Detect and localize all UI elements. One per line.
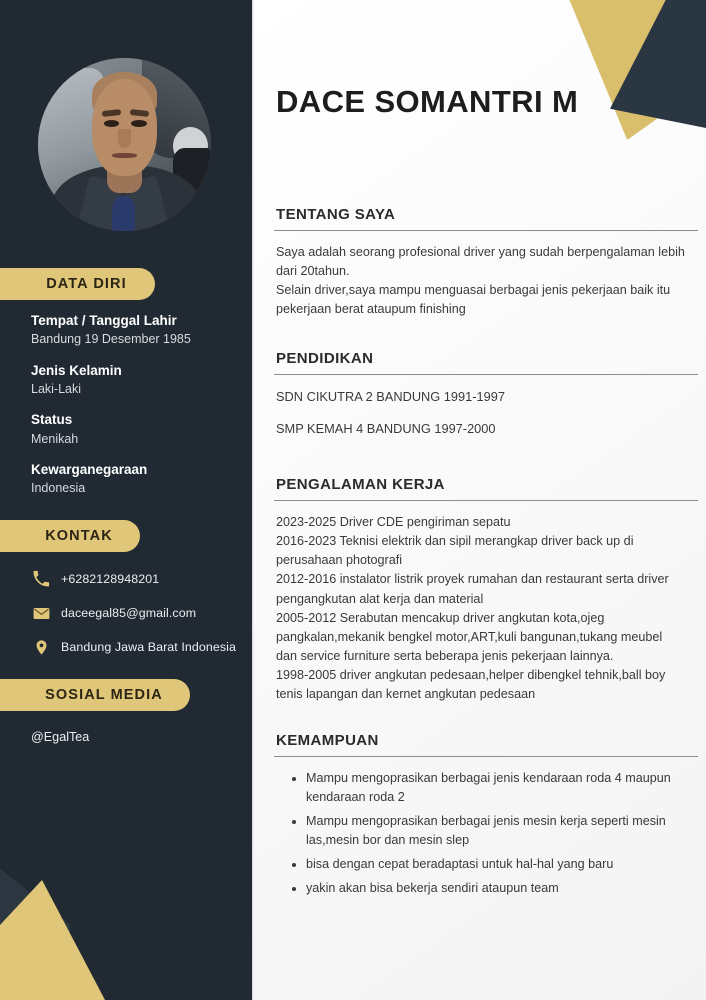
section-experience bbox=[276, 476, 686, 704]
avatar bbox=[38, 58, 211, 231]
data-diri-list bbox=[31, 312, 231, 511]
data-diri-label: Status bbox=[31, 412, 73, 428]
section-badge-sosial-media-label: SOSIAL MEDIA bbox=[45, 687, 163, 703]
section-skills bbox=[276, 732, 686, 897]
section-education bbox=[276, 350, 686, 438]
data-diri-item bbox=[31, 411, 231, 448]
section-experience-body bbox=[276, 501, 686, 704]
section-badge-kontak bbox=[0, 520, 140, 552]
page-title: DACE SOMANTRI M bbox=[276, 84, 579, 119]
data-diri-item bbox=[31, 461, 231, 498]
section-experience-title: PENGALAMAN KERJA bbox=[276, 475, 445, 493]
section-badge-data-diri-label: DATA DIRI bbox=[46, 276, 127, 292]
kontak-row-phone[interactable] bbox=[30, 562, 252, 596]
section-skills-body bbox=[276, 757, 686, 897]
data-diri-label: Jenis Kelamin bbox=[31, 362, 122, 378]
section-about-body bbox=[276, 231, 686, 320]
skill-item: • Mampu mengoprasikan berbagai jenis kendaraan roda 4 maupun kendaraan roda 2 bbox=[306, 769, 686, 807]
data-diri-label: Kewarganegaraan bbox=[31, 462, 148, 478]
section-skills-title: KEMAMPUAN bbox=[276, 732, 379, 750]
sidebar bbox=[0, 0, 252, 1000]
data-diri-item bbox=[31, 312, 231, 349]
kontak-phone-text: +6282128948201 bbox=[61, 572, 160, 586]
section-badge-kontak-label: KONTAK bbox=[45, 528, 113, 544]
education-item: SDN CIKUTRA 2 BANDUNG 1991-1997 bbox=[276, 388, 506, 404]
data-diri-item bbox=[31, 362, 231, 399]
kontak-row-address[interactable] bbox=[30, 630, 252, 664]
about-paragraph: Selain driver,saya mampu menguasai berbagai jenis pekerjaan baik itu pekerjaan berat ataupum finishing bbox=[276, 283, 671, 317]
skill-item: • yakin akan bisa bekerja sendiri ataupun team bbox=[306, 879, 686, 898]
section-badge-data-diri bbox=[0, 268, 155, 300]
education-item: SMP KEMAH 4 BANDUNG 1997-2000 bbox=[276, 420, 496, 436]
envelope-icon bbox=[30, 602, 52, 624]
data-diri-value: Menikah bbox=[31, 431, 79, 446]
avatar-photo bbox=[38, 58, 211, 231]
kontak-list bbox=[30, 562, 252, 664]
skill-item: • Mampu mengoprasikan berbagai jenis mesin kerja seperti mesin las,mesin bor dan mesin slep bbox=[306, 812, 686, 850]
sosial-media-handle[interactable]: @EgalTea bbox=[31, 730, 90, 744]
location-pin-icon bbox=[30, 636, 52, 658]
phone-icon bbox=[30, 568, 52, 590]
experience-item: 1998-2005 driver angkutan pedesaan,helper dibengkel tehnik,ball boy tenis lapangan dan kernet angkutan pedesaan bbox=[276, 668, 666, 702]
data-diri-value: Bandung 19 Desember 1985 bbox=[31, 332, 191, 347]
main-content bbox=[252, 0, 706, 1000]
section-education-title: PENDIDIKAN bbox=[276, 349, 374, 367]
section-about-title: TENTANG SAYA bbox=[276, 206, 396, 223]
skills-list bbox=[276, 769, 686, 897]
experience-item: 2023-2025 Driver CDE pengiriman sepatu bbox=[276, 514, 511, 529]
data-diri-value: Indonesia bbox=[31, 481, 86, 496]
experience-item: 2016-2023 Teknisi elektrik dan sipil merangkap driver back up di perusahaan photografi bbox=[276, 534, 634, 568]
kontak-row-email[interactable] bbox=[30, 596, 252, 630]
about-paragraph: Saya adalah seorang profesional driver yang sudah berpengalaman lebih dari 20tahun. bbox=[276, 245, 685, 279]
content-left-edge bbox=[252, 0, 254, 1000]
experience-item: 2012-2016 instalator listrik proyek rumahan dan restaurant serta driver pengangkutan alat kerja dan material bbox=[276, 572, 669, 606]
sections-container bbox=[276, 206, 686, 903]
skill-item: • bisa dengan cepat beradaptasi untuk hal-hal yang baru bbox=[306, 855, 686, 874]
section-education-body bbox=[276, 375, 686, 438]
data-diri-label: Tempat / Tanggal Lahir bbox=[31, 313, 177, 328]
section-about bbox=[276, 206, 686, 320]
experience-item: 2005-2012 Serabutan mencakup driver angkutan kota,ojeg pangkalan,mekanik bengkel motor,ART,kuli bangunan,tukang meubel dan service furniture serta beberapa jenis pekerjaan lainnya. bbox=[276, 610, 663, 663]
kontak-email-text: daceegal85@gmail.com bbox=[61, 606, 197, 620]
kontak-address-text: Bandung Jawa Barat Indonesia bbox=[61, 640, 237, 654]
section-badge-sosial-media bbox=[0, 679, 190, 711]
data-diri-value: Laki-Laki bbox=[31, 381, 82, 396]
